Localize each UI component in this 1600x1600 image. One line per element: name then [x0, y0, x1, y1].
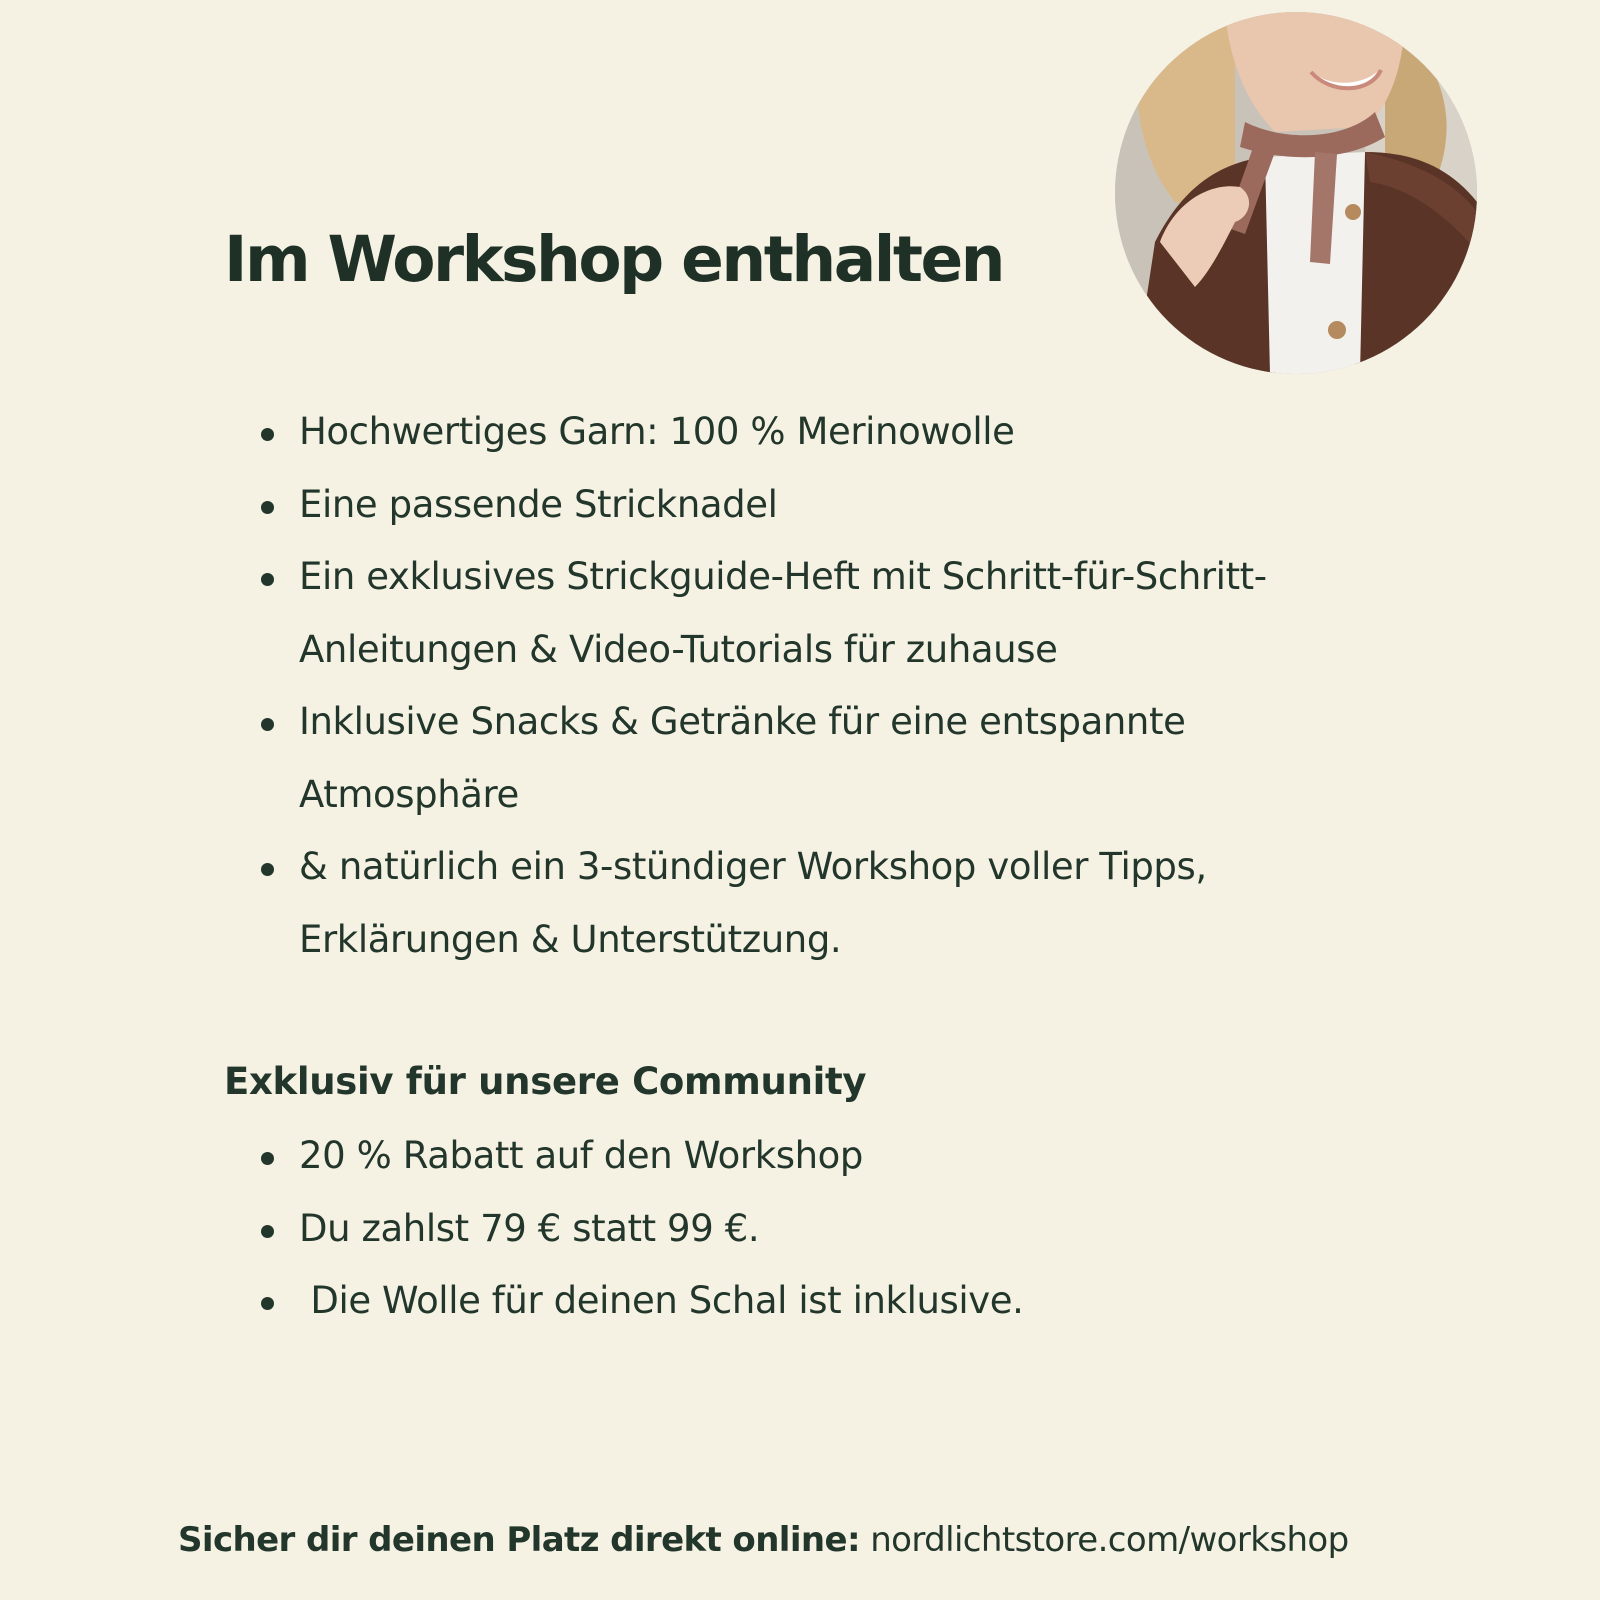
model-photo: [1115, 12, 1477, 374]
list-item: Hochwertiges Garn: 100 % Merinowolle: [224, 396, 1304, 469]
page-title: Im Workshop enthalten: [224, 223, 1004, 296]
list-item: & natürlich ein 3-stündiger Workshop voller Tipps, Erklärungen & Unterstützung.: [224, 831, 1304, 976]
workshop-link[interactable]: nordlichtstore.com/workshop: [870, 1520, 1349, 1560]
included-items-list: [224, 396, 1304, 976]
list-item: Inklusive Snacks & Getränke für eine entspannte Atmosphäre: [224, 686, 1304, 831]
footer-cta: [178, 1518, 1349, 1562]
list-item: Ein exklusives Strickguide-Heft mit Schritt-für-Schritt-Anleitungen & Video-Tutorials für zuhause: [224, 541, 1304, 686]
list-item: Du zahlst 79 € statt 99 €.: [224, 1193, 1324, 1266]
list-item: Die Wolle für deinen Schal ist inklusive.: [224, 1265, 1324, 1338]
footer-label: Sicher dir deinen Platz direkt online:: [178, 1520, 860, 1560]
woman-with-scarf-image: [1115, 12, 1477, 374]
community-benefits-list: [224, 1120, 1324, 1338]
list-item: Eine passende Stricknadel: [224, 469, 1304, 542]
community-heading: Exklusiv für unsere Community: [224, 1060, 867, 1103]
list-item: 20 % Rabatt auf den Workshop: [224, 1120, 1324, 1193]
